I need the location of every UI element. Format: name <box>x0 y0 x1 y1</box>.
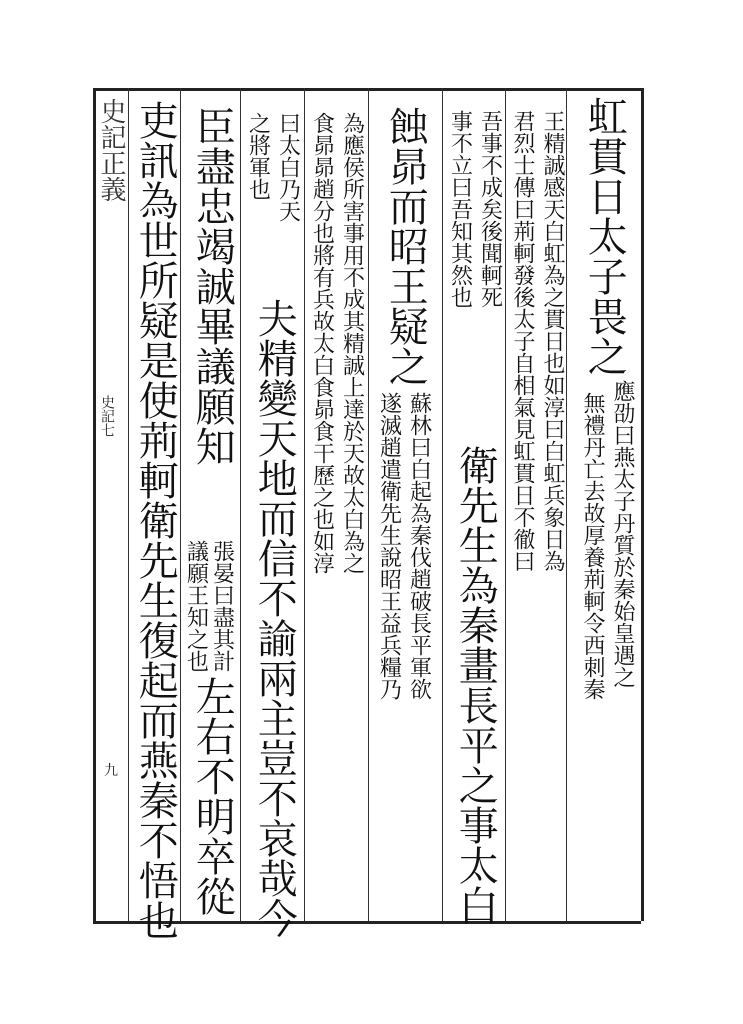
note-text: 曰太白乃天 <box>275 112 301 222</box>
column-6-main <box>246 298 302 938</box>
folio-number: 九 <box>104 763 118 779</box>
note-text: 吾事不成矣後聞軻死 <box>477 110 503 308</box>
column-7-note-left <box>182 540 210 672</box>
main-text: 衛先生為秦畫長平之事太白 <box>452 445 499 925</box>
note-text: 遂滅趙遣衛先生說昭王益兵糧乃 <box>376 392 402 700</box>
column-7-main-bottom <box>184 676 240 916</box>
note-text: 蘇林曰白起為秦伐趙破長平軍欲 <box>406 392 432 700</box>
column-rule-outer-left <box>93 88 96 921</box>
column-rule <box>240 88 241 921</box>
column-rule-outer-right <box>641 88 644 921</box>
column-8-main <box>130 100 180 940</box>
main-text: 夫精變天地而信不諭兩主豈不哀哉今 <box>251 298 298 938</box>
column-3-main <box>446 445 504 925</box>
column-4-note-left <box>374 392 404 700</box>
column-5-note-left <box>308 112 336 574</box>
column-4-note-right <box>404 392 434 700</box>
column-1-note-right <box>608 380 636 688</box>
column-1-main <box>580 96 628 376</box>
margin-subtitle <box>98 395 115 437</box>
main-text: 左右不明卒從 <box>189 676 236 916</box>
margin-subtitle-text: 史記七 <box>99 395 115 437</box>
main-text: 吏訊為世所疑是使荊軻衛先生復起而燕秦不悟也 <box>132 100 179 940</box>
column-rule <box>128 88 129 921</box>
column-rule <box>180 88 181 921</box>
column-5-note-right <box>338 112 366 574</box>
margin-title-text: 史記正義 <box>96 98 126 202</box>
note-text: 王精誠感天白虹為之貫日也如淳曰白虹兵象日為 <box>540 110 565 572</box>
note-text: 食昴昴趙分也將有兵故太白食昴食干歷之也如淳 <box>309 112 335 574</box>
column-6-note-right <box>274 112 302 222</box>
column-6-note-left <box>244 112 272 200</box>
column-3-note-left <box>446 110 474 308</box>
note-text: 無禮丹亡去故厚養荊軻令西刺秦 <box>580 392 605 700</box>
note-text: 為應侯所害事用不成其精誠上達於天故太白為之 <box>339 112 365 574</box>
column-4-main <box>375 106 435 386</box>
main-text: 臣盡忠竭誠畢議願知 <box>189 106 236 466</box>
column-7-main-top <box>184 106 240 466</box>
note-text: 張晏曰盡其計 <box>209 540 235 672</box>
main-text: 虹貫日太子畏之 <box>581 96 628 376</box>
column-2-note-right <box>538 110 566 572</box>
note-text: 之將軍也 <box>245 112 271 200</box>
margin-title <box>96 98 126 202</box>
column-1-note-left <box>578 392 606 700</box>
note-text: 事不立曰吾知其然也 <box>447 110 473 308</box>
note-text: 應劭曰燕太子丹質於秦始皇遇之 <box>610 380 635 688</box>
note-text: 議願王知之也 <box>183 540 209 672</box>
column-7-note-right <box>208 540 236 672</box>
column-rule <box>566 88 567 921</box>
main-text: 蝕昴而昭王疑之 <box>382 106 429 386</box>
column-2-note-left <box>508 110 536 572</box>
note-text: 君烈士傳曰荊軻發後太子自相氣見虹貫日不徹曰 <box>510 110 535 572</box>
column-3-note-right <box>476 110 504 308</box>
